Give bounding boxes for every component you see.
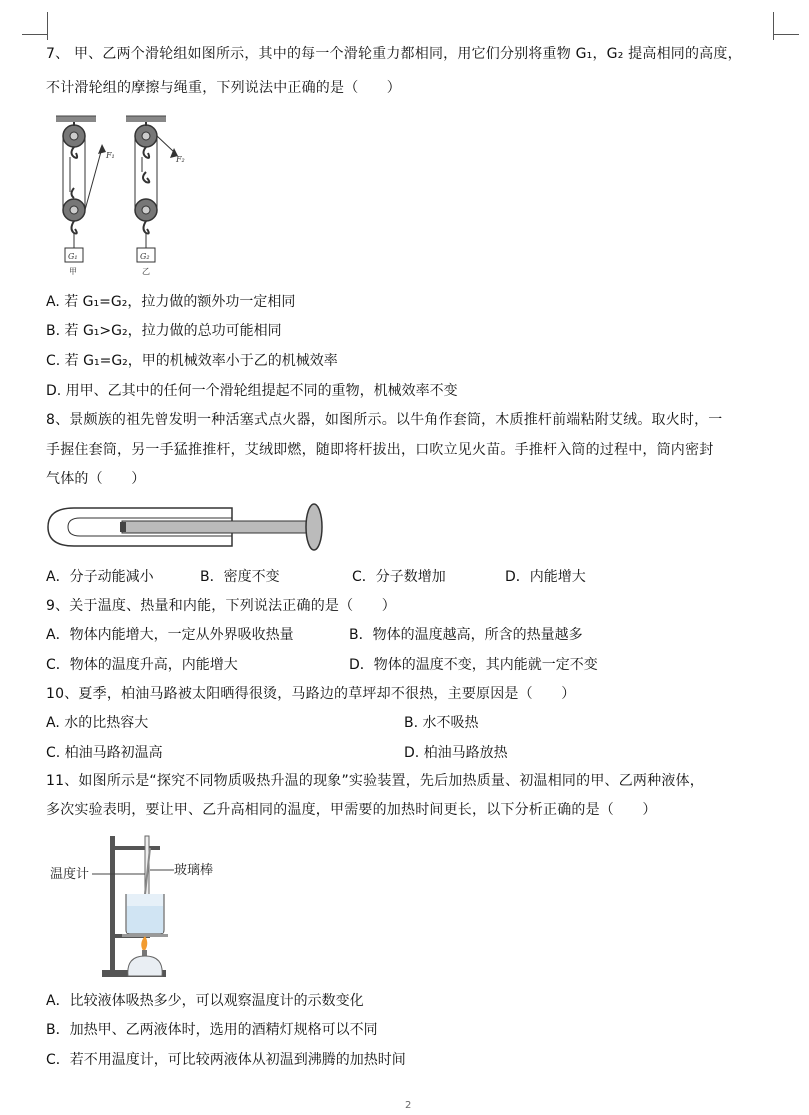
ropes-left bbox=[63, 136, 102, 210]
heating-apparatus-figure bbox=[46, 830, 236, 982]
q11-stem-line1: 11、如图所示是“探究不同物质吸热升温的现象”实验装置，先后加热质量、初温相同的甲、乙两种液体， bbox=[46, 773, 704, 789]
figure-label-jia: 甲 bbox=[69, 267, 77, 276]
ropes-right bbox=[135, 136, 174, 210]
q11-option-a: A．比较液体吸热多少，可以观察温度计的示数变化 bbox=[46, 993, 364, 1009]
crop-mark-top-left-v bbox=[47, 12, 48, 40]
q9-option-b: B．物体的温度越高，所含的热量越多 bbox=[349, 627, 583, 643]
ceiling-right bbox=[126, 116, 166, 122]
rod-handle bbox=[306, 504, 322, 550]
pulley-fixed-right bbox=[135, 122, 157, 158]
q8-option-d: D．内能增大 bbox=[505, 569, 586, 585]
clamp-arm bbox=[110, 846, 160, 850]
tinder bbox=[120, 522, 126, 532]
lamp-wick bbox=[142, 950, 147, 956]
force-label-f1: F₁ bbox=[106, 151, 115, 160]
force-arrow-f1 bbox=[98, 144, 106, 154]
q7-option-a: A. 若 G₁=G₂，拉力做的额外功一定相同 bbox=[46, 294, 296, 310]
label-thermometer: 温度计 bbox=[50, 867, 90, 882]
q8-option-b: B．密度不变 bbox=[200, 569, 280, 585]
q8-option-c: C．分子数增加 bbox=[352, 569, 446, 585]
q8-stem-line2: 手握住套筒，另一手猛推推杆，艾绒即燃，随即将杆拔出，口吹立见火苗。手推杆入筒的过程中，筒内密封 bbox=[46, 442, 714, 458]
flame bbox=[141, 936, 147, 952]
q9-option-c: C．物体的温度升高，内能增大 bbox=[46, 657, 238, 673]
pulley-fixed-left bbox=[63, 122, 85, 158]
q7-stem-line2: 不计滑轮组的摩擦与绳重，下列说法中正确的是（ ） bbox=[46, 80, 401, 96]
page-number: 2 bbox=[405, 1100, 412, 1111]
q7-option-b: B. 若 G₁>G₂，拉力做的总功可能相同 bbox=[46, 323, 282, 339]
q11-option-c: C．若不用温度计，可比较两液体从初温到沸腾的加热时间 bbox=[46, 1052, 406, 1068]
ceiling-left bbox=[56, 116, 96, 122]
q7-option-c: C. 若 G₁=G₂，甲的机械效率小于乙的机械效率 bbox=[46, 353, 338, 369]
q9-stem: 9、关于温度、热量和内能，下列说法正确的是（ ） bbox=[46, 598, 396, 614]
stand-rod bbox=[110, 836, 115, 976]
q10-stem: 10、夏季，柏油马路被太阳晒得很烫，马路边的草坪却不很热，主要原因是（ ） bbox=[46, 686, 576, 702]
push-rod bbox=[122, 521, 314, 533]
crop-mark-top-right-h bbox=[773, 34, 799, 35]
q8-stem-line3: 气体的（ ） bbox=[46, 471, 146, 487]
figure-label-yi: 乙 bbox=[142, 267, 150, 276]
q10-option-d: D. 柏油马路放热 bbox=[404, 745, 508, 761]
pulley-movable-right bbox=[135, 172, 157, 234]
pulley-systems-figure bbox=[40, 112, 200, 280]
pulley-movable-left bbox=[63, 188, 85, 234]
q11-stem-line2: 多次实验表明，要让甲、乙升高相同的温度，甲需要的加热时间更长，以下分析正确的是（ ） bbox=[46, 802, 657, 818]
force-label-f2: F₂ bbox=[176, 155, 185, 164]
q9-option-d: D．物体的温度不变，其内能就一定不变 bbox=[349, 657, 598, 673]
weight-label-g1: G₁ bbox=[68, 252, 78, 261]
label-glass-rod: 玻璃棒 bbox=[174, 863, 214, 878]
q9-option-a: A．物体内能增大，一定从外界吸收热量 bbox=[46, 627, 294, 643]
q7-stem-line1: 7、 甲、乙两个滑轮组如图所示，其中的每一个滑轮重力都相同，用它们分别将重物 G₁，G₂ 提高相同的高度， bbox=[46, 46, 742, 62]
piston-igniter-figure bbox=[44, 500, 334, 556]
crop-mark-top-right-v bbox=[773, 12, 774, 40]
q7-option-d: D. 用甲、乙其中的任何一个滑轮组提起不同的重物，机械效率不变 bbox=[46, 383, 458, 399]
q10-option-a: A. 水的比热容大 bbox=[46, 715, 149, 731]
q11-option-b: B．加热甲、乙两液体时，选用的酒精灯规格可以不同 bbox=[46, 1022, 378, 1038]
q10-option-c: C. 柏油马路初温高 bbox=[46, 745, 163, 761]
alcohol-lamp bbox=[128, 956, 162, 976]
q8-stem-line1: 8、景颇族的祖先曾发明一种活塞式点火器，如图所示。以牛角作套筒，木质推杆前端粘附艾绒。取火时，一 bbox=[46, 412, 723, 428]
weight-label-g2: G₂ bbox=[140, 252, 150, 261]
q8-option-a: A．分子动能减小 bbox=[46, 569, 154, 585]
crop-mark-top-left-h bbox=[22, 34, 48, 35]
q10-option-b: B. 水不吸热 bbox=[404, 715, 479, 731]
liquid bbox=[127, 906, 163, 933]
